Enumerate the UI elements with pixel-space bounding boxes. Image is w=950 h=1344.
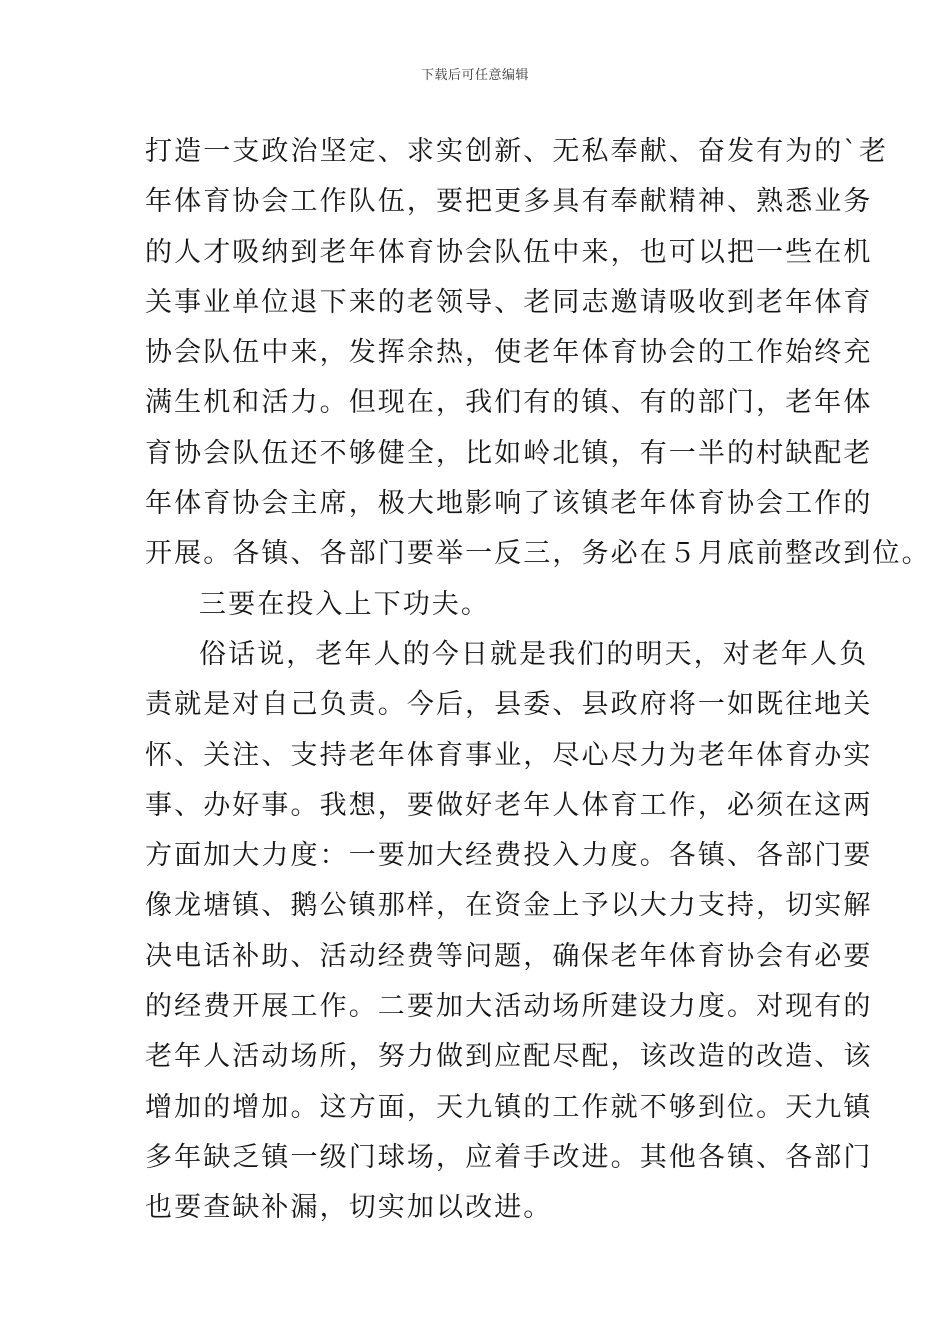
text-line: 年体育协会工作队伍，要把更多具有奉献精神、熟悉业务 <box>145 186 873 218</box>
text-line: 的人才吸纳到老年体育协会队伍中来，也可以把一些在机 <box>145 236 873 268</box>
section-heading: 三要在投入上下功夫。 <box>199 588 490 620</box>
text-line: 多年缺乏镇一级门球场，应着手改进。其他各镇、各部门 <box>145 1141 873 1173</box>
text-line: 俗话说，老年人的今日就是我们的明天，对老年人负 <box>199 638 869 670</box>
text-line: 事、办好事。我想，要做好老年人体育工作，必须在这两 <box>145 789 873 821</box>
text-line: 增加的增加。这方面，天九镇的工作就不够到位。天九镇 <box>145 1091 873 1123</box>
text-line: 年体育协会主席，极大地影响了该镇老年体育协会工作的 <box>145 488 873 520</box>
text-line: 怀、关注、支持老年体育事业，尽心尽力为老年体育办实 <box>145 739 873 771</box>
text-line: 像龙塘镇、鹅公镇那样，在资金上予以大力支持，切实解 <box>145 890 873 922</box>
text-line: 老年人活动场所，努力做到应配尽配，该改造的改造、该 <box>145 1041 873 1073</box>
text-line: 的经费开展工作。二要加大活动场所建设力度。对现有的 <box>145 991 873 1023</box>
page-header: 下载后可任意编辑 <box>420 68 529 83</box>
text-line: 责就是对自己负责。今后，县委、县政府将一如既往地关 <box>145 689 873 721</box>
text-line: 关事业单位退下来的老领导、老同志邀请吸收到老年体育 <box>145 286 873 318</box>
text-line: 打造一支政治坚定、求实创新、无私奉献、奋发有为的`老 <box>145 136 889 167</box>
text-line: 协会队伍中来，发挥余热，使老年体育协会的工作始终充 <box>145 337 873 369</box>
text-line: 方面加大力度：一要加大经费投入力度。各镇、各部门要 <box>145 840 873 872</box>
text-line: 也要查缺补漏，切实加以改进。 <box>145 1192 553 1224</box>
text-line: 决电话补助、活动经费等问题，确保老年体育协会有必要 <box>145 940 873 972</box>
text-line: 开展。各镇、各部门要举一反三，务必在５月底前整改到位。 <box>145 538 931 570</box>
text-line: 满生机和活力。但现在，我们有的镇、有的部门，老年体 <box>145 387 873 419</box>
text-line: 育协会队伍还不够健全，比如岭北镇，有一半的村缺配老 <box>145 437 873 469</box>
document-body <box>145 131 931 1238</box>
